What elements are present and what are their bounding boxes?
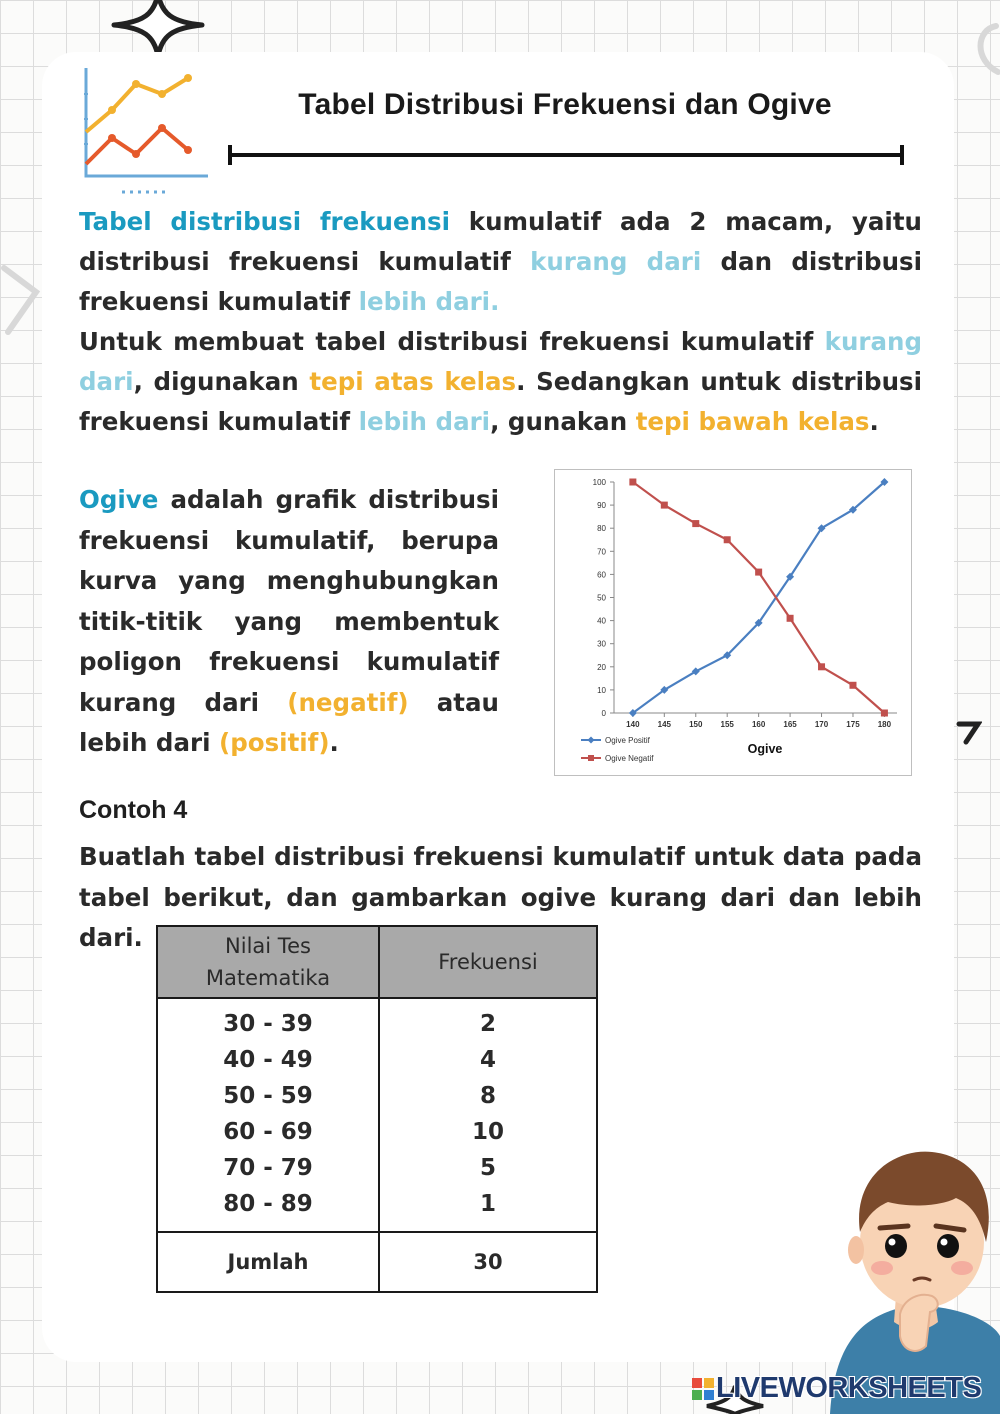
x-tick-label: 145	[657, 720, 671, 729]
x-tick-label: 165	[783, 720, 797, 729]
text-segment: atau lebih dari	[79, 687, 499, 757]
squiggle-icon	[968, 20, 1000, 80]
data-point	[787, 615, 794, 622]
text-segment: Untuk membuat tabel distribusi frekuensi kumulatif	[79, 327, 825, 356]
y-tick-label: 20	[597, 662, 606, 672]
y-tick-label: 90	[597, 501, 606, 511]
page-title: Tabel Distribusi Frekuensi dan Ogive	[298, 88, 832, 121]
table-row	[157, 1042, 597, 1078]
text-segment: .	[329, 728, 339, 757]
x-tick-label: 160	[751, 720, 766, 729]
intro-paragraph-1	[79, 202, 922, 322]
legend-marker	[588, 755, 594, 761]
legend-marker	[588, 737, 595, 744]
text-segment: (negatif)	[287, 687, 409, 717]
y-tick-label: 30	[597, 639, 606, 649]
chart-title: Ogive	[747, 742, 783, 756]
x-tick-label: 170	[814, 720, 829, 729]
frequency-cell: 1	[379, 1186, 597, 1232]
ogive-description	[79, 480, 499, 764]
x-tick-label: 140	[626, 720, 640, 729]
series-line-1	[633, 482, 885, 713]
y-tick-label: 60	[597, 570, 606, 580]
data-point	[881, 710, 888, 717]
total-value: 30	[379, 1232, 597, 1292]
text-segment: lebih dari	[358, 407, 491, 436]
table-row	[157, 1150, 597, 1186]
squiggle-icon	[956, 716, 982, 746]
legend-label: Ogive Negatif	[605, 754, 654, 763]
series-line-0	[633, 482, 885, 713]
frequency-cell: 10	[379, 1114, 597, 1150]
text-segment: . Sedangkan untuk distribusi frekuensi kumulatif	[79, 367, 923, 436]
data-point	[661, 502, 668, 509]
liveworksheets-logo-icon	[692, 1378, 714, 1400]
data-point	[692, 520, 699, 527]
table-row	[157, 1186, 597, 1232]
score-range-cell: 50 - 59	[157, 1078, 379, 1114]
text-segment: kurang dari	[79, 327, 922, 396]
data-point	[724, 536, 731, 543]
line-chart-icon	[78, 64, 212, 196]
legend-label: Ogive Positif	[605, 736, 650, 745]
text-segment: , gunakan	[490, 407, 636, 436]
x-tick-label: 155	[720, 720, 734, 729]
score-range-cell: 80 - 89	[157, 1186, 379, 1232]
y-tick-label: 100	[592, 478, 606, 487]
data-point	[629, 479, 636, 486]
text-segment: lebih dari.	[358, 287, 500, 316]
text-segment: tepi atas kelas	[309, 367, 517, 396]
y-tick-label: 50	[597, 593, 606, 603]
column-header-frequency: Frekuensi	[379, 926, 597, 998]
x-tick-label: 180	[877, 720, 892, 729]
table-row	[157, 1114, 597, 1150]
text-segment: .	[869, 407, 879, 436]
text-segment: Ogive	[79, 485, 159, 514]
y-tick-label: 70	[597, 547, 606, 557]
title-divider	[228, 144, 904, 166]
data-point	[849, 682, 856, 689]
score-range-cell: 40 - 49	[157, 1042, 379, 1078]
data-point	[818, 663, 825, 670]
total-row	[157, 1232, 597, 1292]
score-range-cell: 70 - 79	[157, 1150, 379, 1186]
example-heading: Contoh 4	[79, 796, 188, 824]
data-point	[755, 569, 762, 576]
text-segment: adalah grafik distribusi frekuensi kumulatif, berupa kurva yang menghubungkan titik-titik yang membentuk poligon frekuensi kumulatif kurang dari	[79, 485, 499, 717]
example-task: Buatlah tabel distribusi frekuensi kumulatif untuk data pada tabel berikut, dan gambarkan ogive kurang dari dan lebih dari.	[79, 842, 922, 952]
y-tick-label: 80	[597, 524, 606, 534]
text-segment: dan distribusi frekuensi kumulatif	[79, 247, 922, 316]
score-range-cell: 60 - 69	[157, 1114, 379, 1150]
text-segment: tepi bawah kelas	[635, 407, 870, 436]
ogive-chart	[554, 469, 912, 776]
intro-paragraph-2	[79, 322, 922, 442]
squiggle-icon	[0, 262, 44, 342]
x-tick-label: 175	[846, 720, 860, 729]
text-segment: kumulatif ada 2 macam, yaitu distribusi frekuensi kumulatif	[79, 207, 922, 276]
y-tick-label: 10	[597, 685, 606, 695]
watermark-text: LIVEWORKSHEETS	[716, 1372, 982, 1404]
frequency-cell: 2	[379, 998, 597, 1042]
frequency-table	[156, 925, 598, 1293]
x-tick-label: 150	[689, 720, 703, 729]
text-segment: Tabel distribusi frekuensi	[79, 207, 451, 236]
total-label: Jumlah	[157, 1232, 379, 1292]
y-tick-label: 40	[597, 616, 606, 626]
score-range-cell: 30 - 39	[157, 998, 379, 1042]
text-segment: , digunakan	[133, 367, 310, 396]
y-tick-label: 0	[601, 709, 606, 718]
text-segment: (positif)	[219, 728, 330, 757]
frequency-cell: 4	[379, 1042, 597, 1078]
text-segment: kurang dari	[530, 247, 702, 276]
frequency-cell: 5	[379, 1150, 597, 1186]
table-row	[157, 1078, 597, 1114]
table-row	[157, 998, 597, 1042]
column-header-score: Nilai Tes Matematika	[157, 926, 379, 998]
sparkle-icon	[110, 0, 206, 58]
frequency-cell: 8	[379, 1078, 597, 1114]
